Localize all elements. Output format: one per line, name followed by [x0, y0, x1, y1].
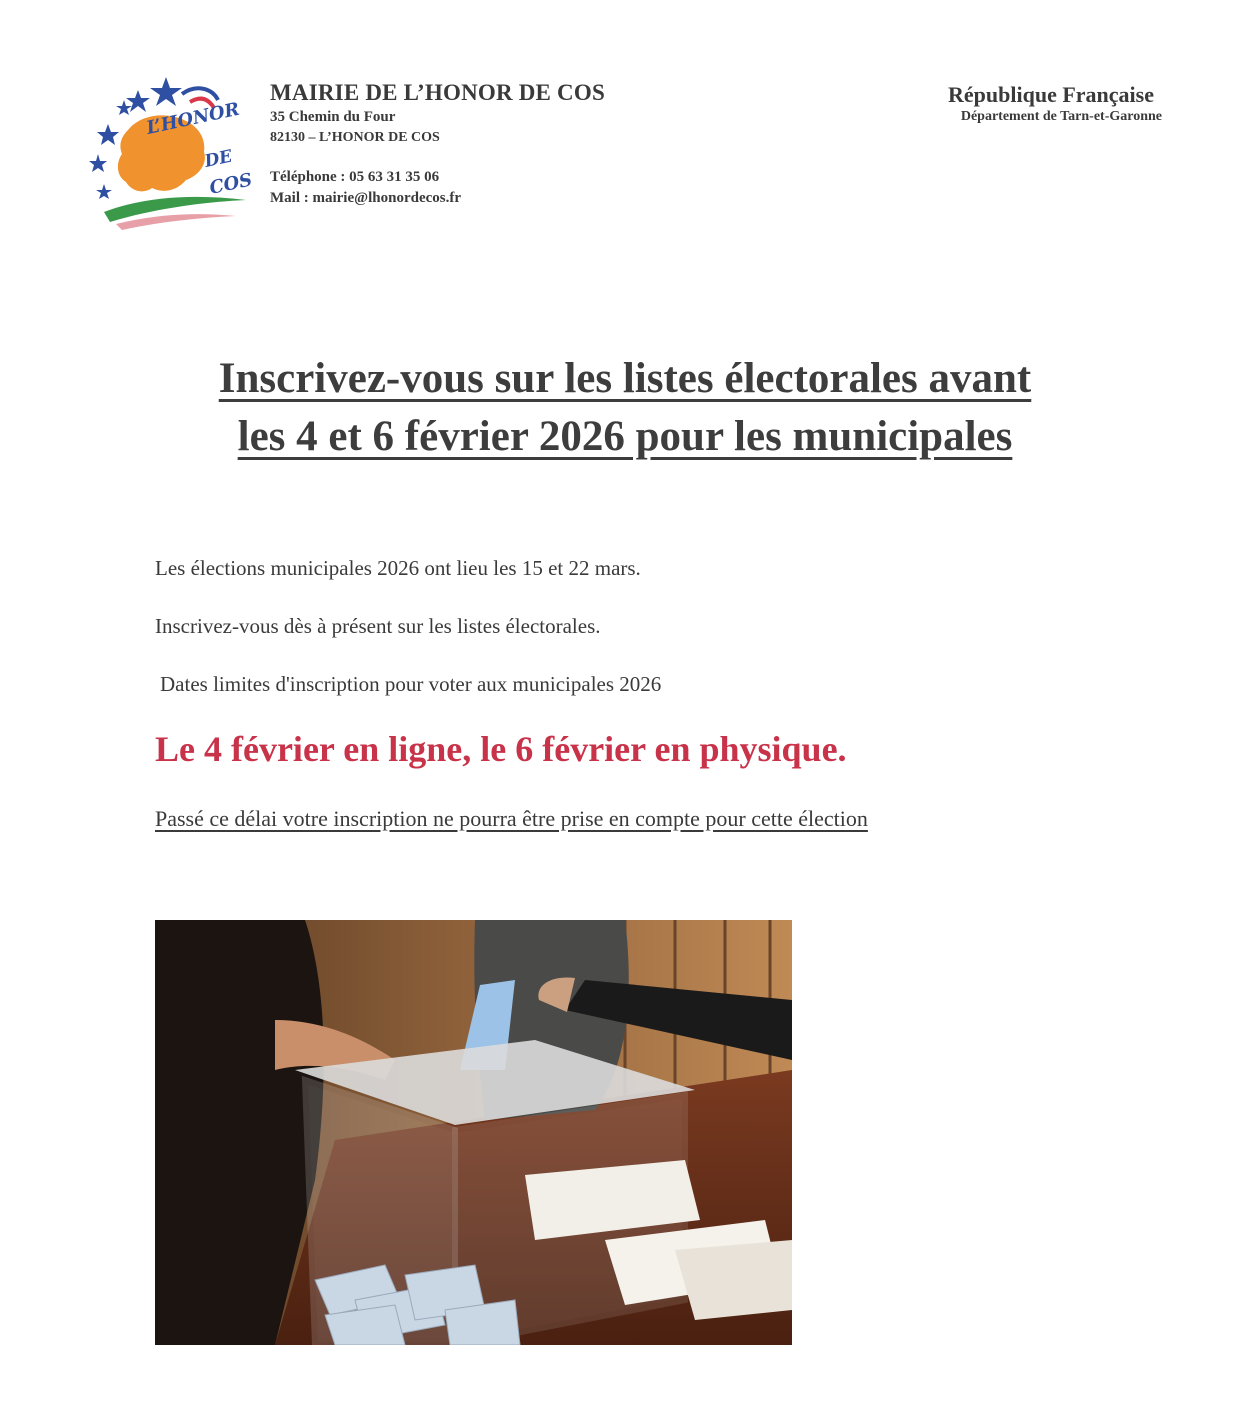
page-title	[0, 350, 1240, 466]
title-line-2: les 4 et 6 février 2026 pour les municipales	[237, 413, 1013, 460]
mairie-name: MAIRIE DE L’HONOR DE COS	[270, 80, 605, 105]
elections-dates-text: Les élections municipales 2026 ont lieu les 15 et 22 mars.	[155, 556, 641, 580]
mail-address: Mail : mairie@lhonordecos.fr	[270, 190, 461, 206]
svg-text:DE: DE	[202, 146, 235, 172]
svg-text:COS: COS	[207, 169, 255, 199]
republic-label: République Française	[948, 82, 1154, 107]
address-city: 82130 – L’HONOR DE COS	[270, 130, 440, 145]
address-street: 35 Chemin du Four	[270, 109, 396, 125]
title-line-1: Inscrivez-vous sur les listes électorales avant	[218, 355, 1032, 402]
ballot-box-photo	[155, 920, 792, 1345]
svg-text:L’HONOR: L’HONOR	[144, 98, 242, 139]
register-now-text: Inscrivez-vous dès à présent sur les listes électorales.	[155, 614, 601, 638]
late-registration-note: Passé ce délai votre inscription ne pourra être prise en compte pour cette élection	[155, 806, 868, 831]
deadline-highlight: Le 4 février en ligne, le 6 février en physique.	[155, 729, 847, 769]
deadlines-intro-text: Dates limites d'inscription pour voter aux municipales 2026	[160, 672, 662, 696]
department-label: Département de Tarn-et-Garonne	[960, 109, 1162, 124]
phone-number: Téléphone : 05 63 31 35 06	[270, 169, 440, 185]
mairie-logo	[86, 72, 256, 237]
